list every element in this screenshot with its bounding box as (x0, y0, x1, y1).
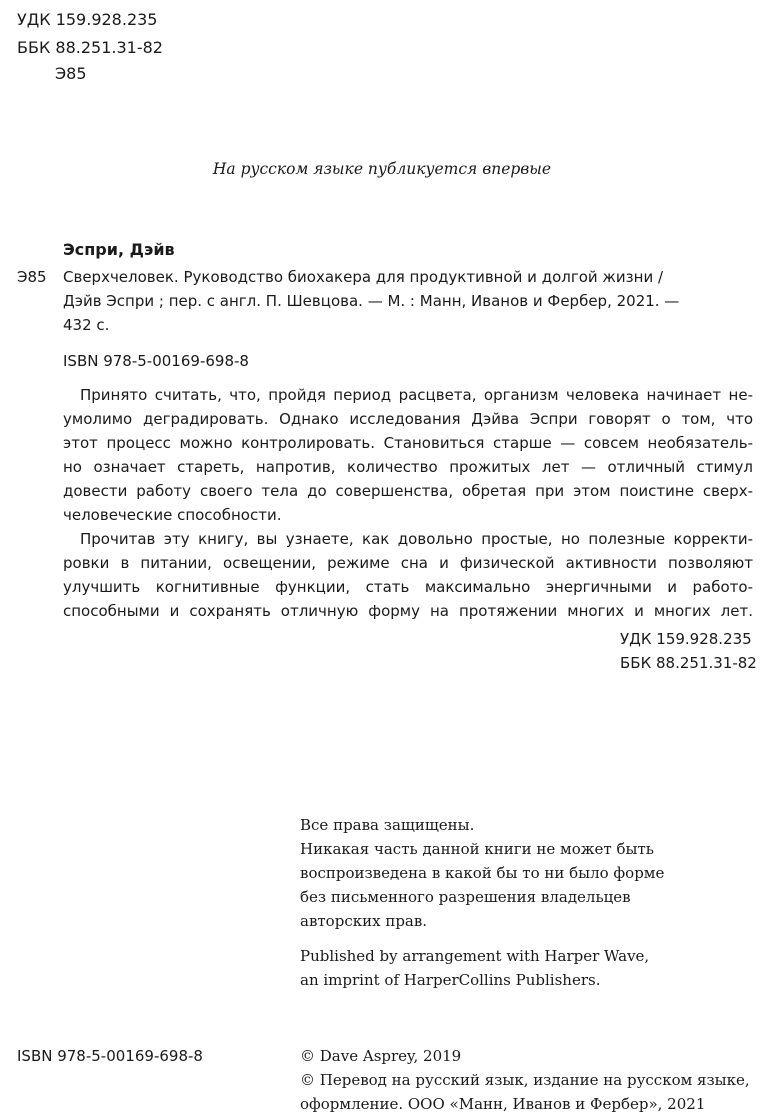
rights-line: воспроизведена в какой бы то ни было форме (300, 864, 665, 882)
annotation-line: Прочитав эту книгу, вы узнаете, как довольно простые, но полезные корректи- (80, 530, 753, 548)
annotation-line: улучшить когнитивные функции, стать максимально энергичными и работо- (63, 578, 753, 596)
rights-line: Никакая часть данной книги не может быть (300, 840, 654, 858)
bbk-code-top: ББК 88.251.31-82 (17, 38, 163, 57)
copyright-line: © Перевод на русский язык, издание на русском языке, (300, 1071, 750, 1089)
footer-isbn: ISBN 978-5-00169-698-8 (17, 1047, 203, 1065)
catalog-author: Эспри, Дэйв (63, 240, 175, 259)
author-mark-top: Э85 (55, 64, 87, 83)
udk-code-top: УДК 159.928.235 (17, 10, 158, 29)
publisher-note-line: Published by arrangement with Harper Wave, (300, 947, 650, 965)
rights-line: авторских прав. (300, 912, 428, 930)
udk-code-right: УДК 159.928.235 (620, 630, 752, 648)
annotation-line: Принято считать, что, пройдя период расцвета, организм человека начинает не- (80, 386, 753, 404)
copyright-line: оформление. ООО «Манн, Иванов и Фербер», 2021 (300, 1095, 706, 1113)
annotation-line: человеческие способности. (63, 506, 282, 524)
catalog-author-mark: Э85 (17, 268, 47, 286)
annotation-line: этот процесс можно контролировать. Становиться старше — совсем необязатель- (63, 434, 753, 452)
catalog-description-line: Дэйв Эспри ; пер. с англ. П. Шевцова. — М. : Манн, Иванов и Фербер, 2021. — (63, 292, 680, 310)
annotation-line: ровки в питании, освещении, режиме сна и физической активности позволяют (63, 554, 753, 572)
first-publication-note: На русском языке публикуется впервые (212, 160, 552, 178)
bbk-code-right: ББК 88.251.31-82 (620, 654, 757, 672)
publisher-note-line: an imprint of HarperCollins Publishers. (300, 971, 601, 989)
annotation-line: но означает стареть, напротив, количество прожитых лет — отличный стимул (63, 458, 753, 476)
rights-line: без письменного разрешения владельцев (300, 888, 631, 906)
rights-line: Все права защищены. (300, 816, 475, 834)
annotation-line: способными и сохранять отличную форму на протяжении многих и многих лет. (63, 602, 753, 620)
copyright-line: © Dave Asprey, 2019 (300, 1047, 462, 1065)
annotation-line: довести работу своего тела до совершенства, обретая при этом поистине сверх- (63, 482, 753, 500)
annotation-line: умолимо деградировать. Однако исследования Дэйва Эспри говорят о том, что (63, 410, 753, 428)
catalog-description-line: Сверхчеловек. Руководство биохакера для продуктивной и долгой жизни / (63, 268, 664, 286)
catalog-description-line: 432 с. (63, 316, 110, 334)
catalog-isbn: ISBN 978-5-00169-698-8 (63, 352, 249, 370)
